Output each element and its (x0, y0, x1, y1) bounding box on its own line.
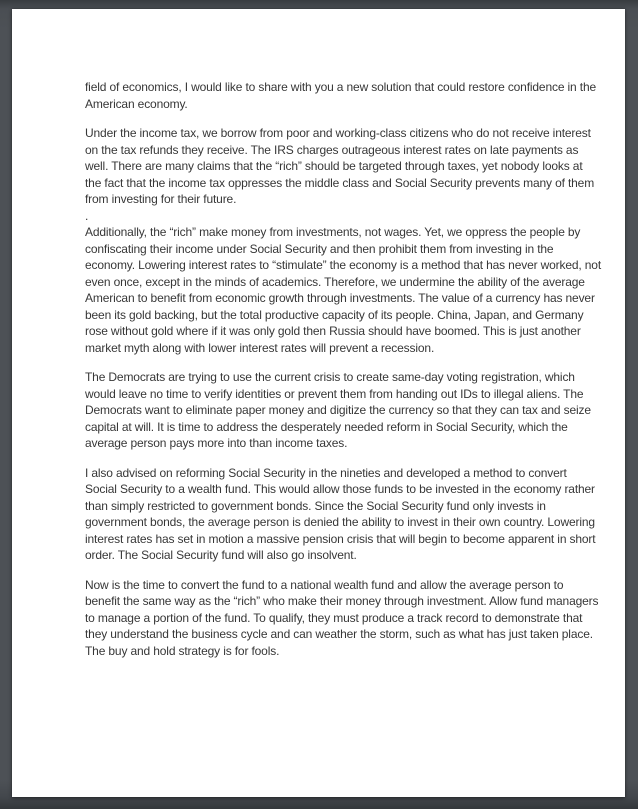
paragraph: Additionally, the “rich” make money from investments, not wages. Yet, we oppress the people by confiscating their income under Social Security and then prohibit them from investing in the economy. Lowering interest rates to “stimulate” the economy is a method that has never worked, not even once, except in the minds of academics. Therefore, we undermine the ability of the average American to benefit from economic growth through investments. The value of a currency has never been its gold backing, but the total productive capacity of its people. China, Japan, and Germany rose without gold where if it was only gold then Russia should have boomed. This is just another market myth along with lower interest rates will prevent a recession. (85, 225, 602, 355)
paragraph-stray-period: . (85, 208, 89, 223)
document-text-body (85, 79, 601, 672)
paragraph: The Democrats are trying to use the current crisis to create same-day voting registration, which would leave no time to verify identities or prevent them from handing out IDs to illegal aliens. The Democrats want to eliminate paper money and digitize the currency so that they can tax and seize capital at will. It is time to address the desperately needed reform in Social Security, which the average person pays more into than income taxes. (85, 370, 591, 450)
paragraph: Under the income tax, we borrow from poor and working-class citizens who do not receive interest on the tax refunds they receive. The IRS charges outrageous interest rates on late payments as well. There are many claims that the “rich” should be targeted through taxes, yet nobody looks at the fact that the income tax oppresses the middle class and Social Security prevents many of them from investing for their future. (85, 126, 595, 206)
paragraph: Now is the time to convert the fund to a national wealth fund and allow the average person to benefit the same way as the “rich” who make their money through investment. Allow fund managers to manage a portion of the fund. To qualify, they must produce a track record to demonstrate that they understand the business cycle and can weather the storm, such as what has just taken place. The buy and hold strategy is for fools. (85, 577, 599, 658)
document-page[interactable] (12, 9, 625, 797)
paragraph: I also advised on reforming Social Security in the nineties and developed a method to convert Social Security to a wealth fund. This would allow those funds to be invested in the economy rather than simply restricted to government bonds. Since the Social Security fund only invests in government bonds, the average person is denied the ability to invest in their own country. Lowering interest rates has set in motion a massive pension crisis that will begin to become apparent in short order. The Social Security fund will also go insolvent. (85, 465, 596, 562)
paragraph: field of economics, I would like to share with you a new solution that could restore confidence in the American economy. (85, 80, 596, 111)
